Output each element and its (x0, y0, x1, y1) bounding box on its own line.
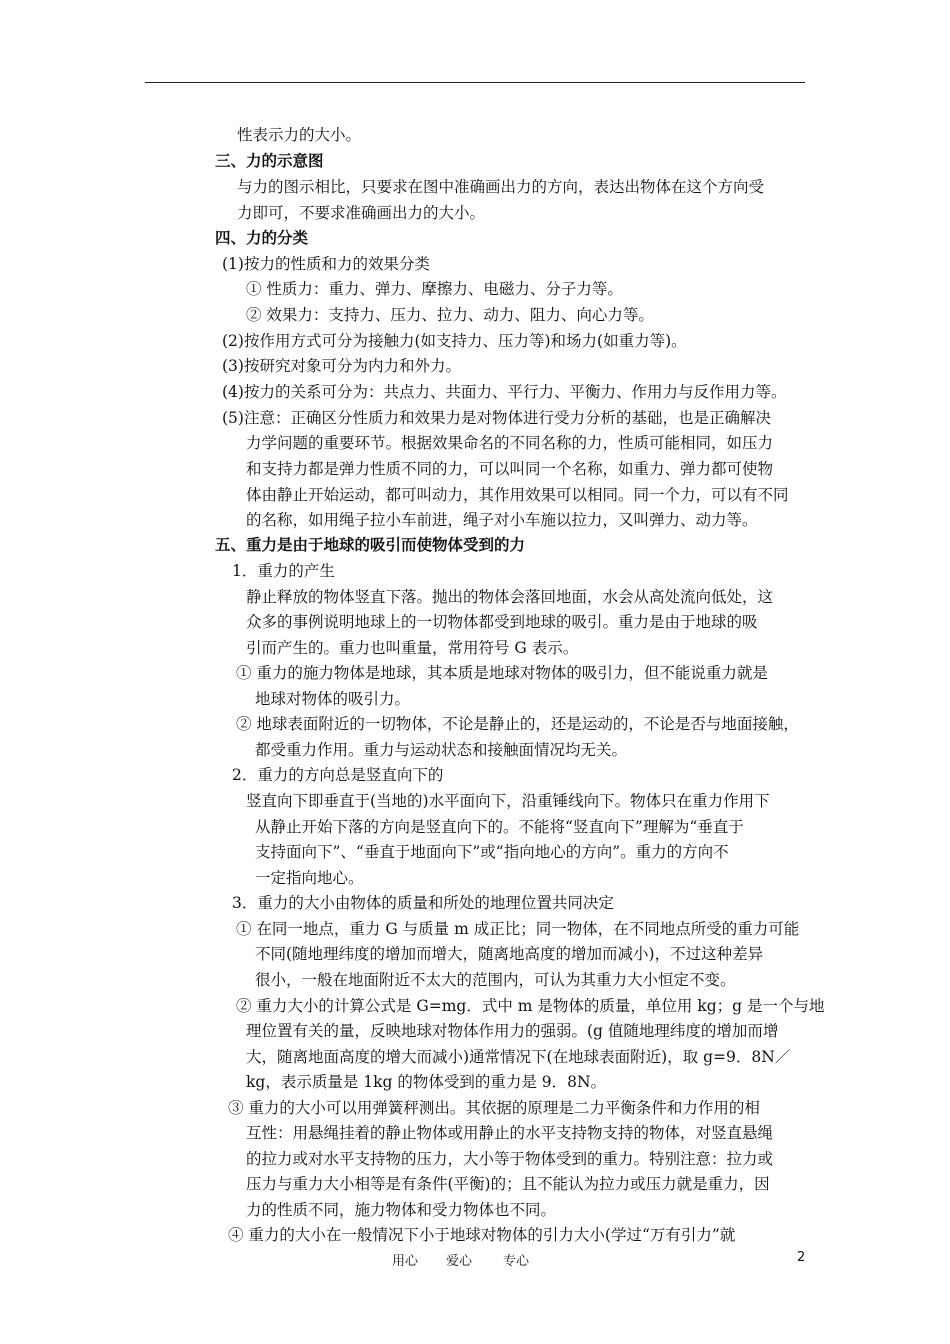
body-line: (4)按力的关系可分为：共点力、共面力、平行力、平衡力、作用力与反作用力等。 (222, 383, 787, 401)
body-line: 不同(随地理纬度的增加而增大，随离地高度的增加而减小)，不过这种差异 (255, 945, 764, 963)
body-line: ② 重力大小的计算公式是 G=mg．式中 m 是物体的质量，单位用 kg；g 是一个与地 (236, 997, 825, 1015)
body-line: 体由静止开始运动，都可叫动力，其作用效果可以相同。同一个力，可以有不同 (246, 486, 789, 504)
body-line: 力即可，不要求准确画出力的大小。 (237, 204, 486, 222)
body-line: (3)按研究对象可分为内力和外力。 (222, 357, 461, 375)
header-rule (145, 82, 805, 83)
body-line: 静止释放的物体竖直下落。抛出的物体会落回地面，水会从高处流向低处，这 (246, 588, 774, 606)
body-line: 与力的图示相比，只要求在图中准确画出力的方向，表达出物体在这个方向受 (237, 178, 765, 196)
page-number: 2 (797, 1250, 806, 1265)
body-line: ② 地球表面附近的一切物体，不论是静止的，还是运动的，不论是否与地面接触， (236, 715, 799, 733)
section-heading-5: 五、重力是由于地球的吸引而使物体受到的力 (215, 536, 526, 554)
body-line: 和支持力都是弹力性质不同的力，可以叫同一个名称，如重力、弹力都可使物 (246, 460, 774, 478)
body-line: 力的性质不同，施力物体和受力物体也不同。 (246, 1201, 557, 1219)
body-line: 的名称，如用绳子拉小车前进，绳子对小车施以拉力，又叫弹力、动力等。 (246, 511, 758, 529)
body-line: 从静止开始下落的方向是竖直向下的。不能将“竖直向下”理解为“垂直于 (255, 818, 744, 836)
subheading: 3．重力的大小由物体的质量和所处的地理位置共同决定 (232, 894, 614, 912)
body-line: 性表示力的大小。 (237, 126, 362, 144)
body-line: 很小，一般在地面附近不太大的范围内，可认为其重力大小恒定不变。 (255, 971, 736, 989)
footer-motto-2: 爱心 (446, 1254, 473, 1269)
subheading: 2．重力的方向总是竖直向下的 (232, 766, 444, 784)
section-heading-3: 三、力的示意图 (215, 152, 324, 170)
body-line: 地球对物体的吸引力。 (255, 690, 411, 708)
footer-motto-1: 用心 (392, 1254, 419, 1269)
body-line: ① 重力的施力物体是地球，其本质是地球对物体的吸引力，但不能说重力就是 (236, 664, 768, 682)
body-line: (2)按作用方式可分为接触力(如支持力、压力等)和场力(如重力等)。 (222, 332, 687, 350)
footer-motto-3: 专心 (503, 1254, 530, 1269)
body-line: 的拉力或对水平支持物的压力，大小等于物体受到的重力。特别注意：拉力或 (246, 1150, 774, 1168)
body-line: 互性：用悬绳挂着的静止物体或用静止的水平支持物支持的物体，对竖直悬绳 (246, 1124, 774, 1142)
body-line: (5)注意：正确区分性质力和效果力是对物体进行受力分析的基础，也是正确解决 (222, 409, 771, 427)
subheading: 1．重力的产生 (232, 562, 335, 580)
body-line: 力学问题的重要环节。根据效果命名的不同名称的力，性质可能相同，如压力 (246, 434, 774, 452)
body-line: 支持面向下”、“垂直于地面向下”或“指向地心的方向”。重力的方向不 (255, 843, 729, 861)
body-line: 竖直向下即垂直于(当地的)水平面向下，沿重锤线向下。物体只在重力作用下 (246, 792, 770, 810)
body-line: 都受重力作用。重力与运动状态和接触面情况均无关。 (255, 741, 628, 759)
body-line: 一定指向地心。 (255, 869, 364, 887)
body-line: 理位置有关的量，反映地球对物体作用力的强弱。(g 值随地理纬度的增加而增 (246, 1022, 779, 1040)
body-line: 大，随离地面高度的增大而减小)通常情况下(在地球表面附近)，取 g=9．8N／ (246, 1048, 791, 1066)
section-heading-4: 四、力的分类 (215, 229, 309, 247)
body-line: ② 效果力：支持力、压力、拉力、动力、阻力、向心力等。 (246, 306, 654, 324)
body-line: ① 在同一地点，重力 G 与质量 m 成正比；同一物体，在不同地点所受的重力可能 (236, 920, 800, 938)
body-line: ④ 重力的大小在一般情况下小于地球对物体的引力大小(学过“万有引力”就 (228, 1226, 736, 1244)
body-line: 众多的事例说明地球上的一切物体都受到地球的吸引。重力是由于地球的吸 (246, 613, 758, 631)
body-line: (1)按力的性质和力的效果分类 (222, 255, 430, 273)
body-line: 引而产生的。重力也叫重量，常用符号 G 表示。 (246, 639, 579, 657)
body-line: kg，表示质量是 1kg 的物体受到的重力是 9．8N。 (246, 1073, 607, 1091)
body-line: ③ 重力的大小可以用弹簧秤测出。其依据的原理是二力平衡条件和力作用的相 (228, 1099, 760, 1117)
body-line: ① 性质力：重力、弹力、摩擦力、电磁力、分子力等。 (246, 280, 623, 298)
body-line: 压力与重力大小相等是有条件(平衡)的；且不能认为拉力或压力就是重力，因 (246, 1175, 770, 1193)
